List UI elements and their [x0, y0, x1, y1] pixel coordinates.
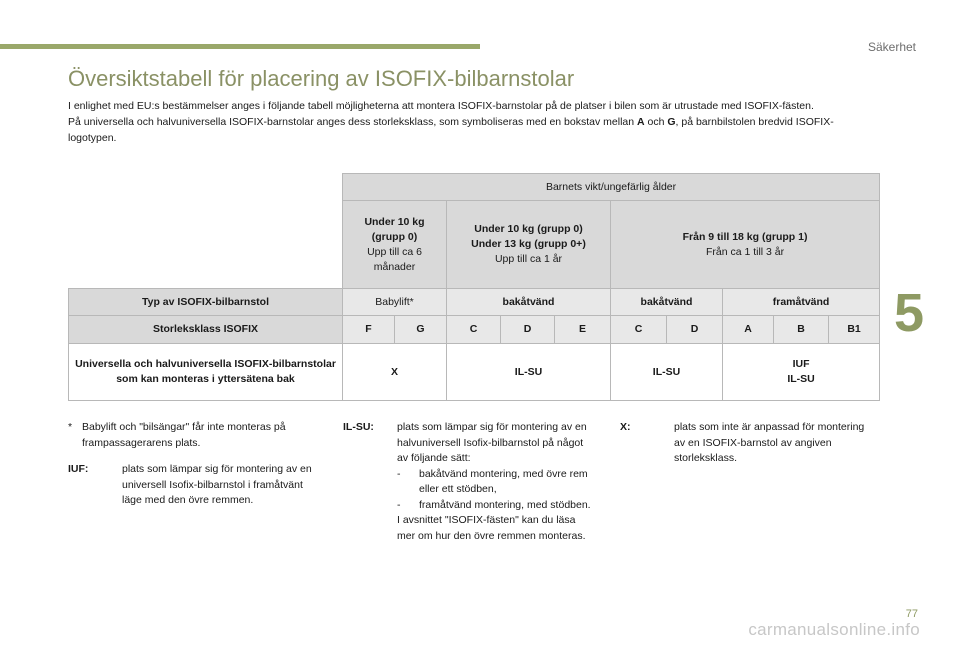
intro-paragraph-2: På universella och halvuniversella ISOFIX-barnstolar anges dess storleksklass, som symboliseras med en bokstav mellan A och G, på barnbilstolen bredvid ISOFIX-logotypen.	[68, 116, 834, 144]
watermark: carmanualsonline.info	[748, 620, 920, 639]
seat-value-forward: IUF IL-SU	[723, 344, 880, 401]
legend-ilsu: IL-SU: plats som lämpar sig för montering av en halvuniversell Isofix-bilbarnstol på något av följande sätt: - bakåtvänd montering, med övre rem eller ett stödben, - framåtvänd montering, med stödben. I avsnittet "ISOFIX-fästen" kan du läsa mer om hur den övre remmen monteras.	[343, 421, 591, 542]
seat-value-babylift: X	[343, 344, 447, 401]
size-class: D	[501, 316, 555, 344]
row-label-seat: Universella och halvuniversella ISOFIX-bilbarnstolar som kan monteras i yttersätena bak	[69, 344, 343, 401]
row-label-type: Typ av ISOFIX-bilbarnstol	[69, 289, 343, 316]
type-babylift: Babylift*	[343, 289, 447, 316]
type-rearward-1: bakåtvänd	[447, 289, 611, 316]
type-forward: framåtvänd	[723, 289, 880, 316]
seat-value-rearward-1: IL-SU	[447, 344, 611, 401]
size-class: F	[343, 316, 395, 344]
col-header-group0: Under 10 kg (grupp 0) Upp till ca 6 månader	[343, 201, 447, 289]
size-class: B	[774, 316, 829, 344]
intro-paragraph-1: I enlighet med EU:s bestämmelser anges i följande tabell möjligheterna att montera ISOFIX-barnstolar på de platser i bilen som är utrustade med ISOFIX-fästen.	[68, 100, 814, 112]
legend-iuf: IUF: plats som lämpar sig för montering av en universell Isofix-bilbarnstol i framåtvänt läge med den övre remmen.	[68, 463, 312, 506]
page-title: Översiktstabell för placering av ISOFIX-bilbarnstolar	[68, 66, 575, 91]
size-class: B1	[829, 316, 880, 344]
legend-x: X: plats som inte är anpassad för montering av en ISOFIX-barnstol av angiven storleksklass.	[620, 421, 865, 464]
group-header: Barnets vikt/ungefärlig ålder	[343, 174, 880, 201]
isofix-table	[68, 173, 880, 401]
type-rearward-2: bakåtvänd	[611, 289, 723, 316]
size-class: E	[555, 316, 611, 344]
intro-text	[68, 98, 858, 146]
size-class: C	[611, 316, 667, 344]
seat-value-rearward-2: IL-SU	[611, 344, 723, 401]
section-label: Säkerhet	[867, 40, 916, 54]
footnote-babylift: * Babylift och "bilsängar" får inte monteras på frampassagerarens plats.	[68, 421, 286, 449]
accent-bar	[0, 44, 480, 49]
size-class: G	[395, 316, 447, 344]
size-class: D	[667, 316, 723, 344]
size-class: A	[723, 316, 774, 344]
page-number: 77	[905, 608, 918, 620]
chapter-number: 5	[893, 283, 924, 343]
col-header-group0plus: Under 10 kg (grupp 0) Under 13 kg (grupp 0+) Upp till ca 1 år	[447, 201, 611, 289]
col-header-group1: Från 9 till 18 kg (grupp 1) Från ca 1 till 3 år	[611, 201, 880, 289]
size-class: C	[447, 316, 501, 344]
row-label-size: Storleksklass ISOFIX	[69, 316, 343, 344]
